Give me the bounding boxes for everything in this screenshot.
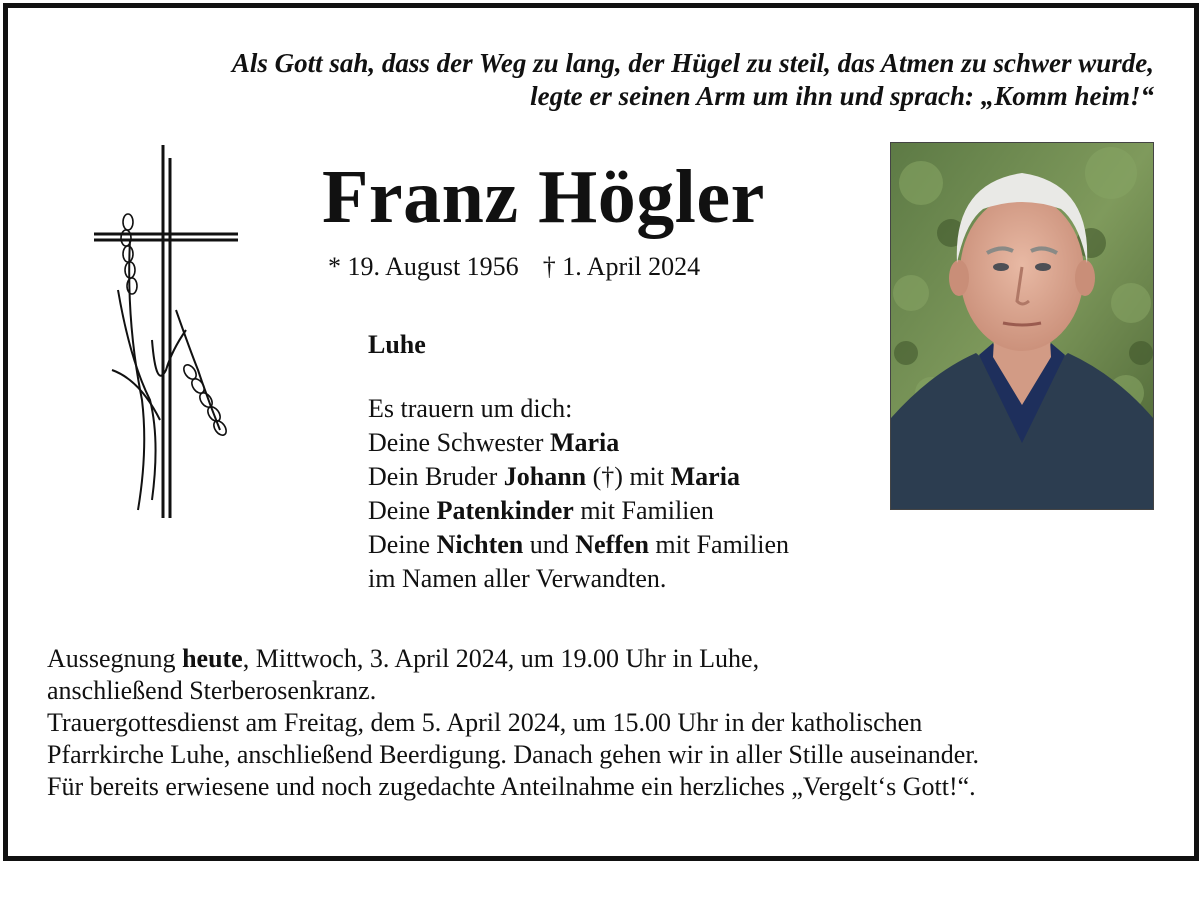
mourner-text: Deine Schwester	[368, 428, 550, 457]
mourners-list	[368, 392, 789, 596]
mourner-text: und	[523, 530, 576, 559]
cross-with-wheat-icon	[90, 140, 250, 525]
mourner-name: Nichten	[436, 530, 524, 559]
mourner-line: im Namen aller Verwandten.	[368, 564, 667, 593]
service-line: Für bereits erwiesene und noch zugedachte Anteilnahme ein herzliches „Vergelt‘s Gott!“.	[47, 772, 976, 801]
service-line: Pfarrkirche Luhe, anschließend Beerdigung. Danach gehen wir in aller Stille auseinander.	[47, 740, 980, 769]
mourner-text: mit Familien	[648, 530, 790, 559]
mourner-line	[368, 460, 789, 494]
residence-place: Luhe	[368, 330, 426, 359]
mourner-line	[368, 494, 789, 528]
mourner-text: Deine	[368, 496, 437, 525]
service-line	[47, 643, 979, 675]
mourner-name: Maria	[549, 428, 620, 457]
mourner-text: Deine	[368, 530, 437, 559]
quote-line-1: Als Gott sah, dass der Weg zu lang, der Hügel zu steil, das Atmen zu schwer wurde,	[231, 48, 1154, 78]
service-emphasis: heute	[182, 644, 243, 673]
life-dates	[328, 252, 700, 282]
birth-date: * 19. August 1956	[328, 252, 519, 281]
mourner-name: Johann	[503, 462, 587, 491]
mourners-intro: Es trauern um dich:	[368, 394, 573, 423]
portrait-photo	[890, 142, 1154, 510]
mourner-line	[368, 528, 789, 562]
mourner-text: (†) mit	[586, 462, 671, 491]
deceased-name: Franz Högler	[322, 155, 765, 239]
quote-line-2: legte er seinen Arm um ihn und sprach: „Komm heim!“	[530, 81, 1154, 111]
mourner-text: Dein Bruder	[368, 462, 504, 491]
service-line: Trauergottesdienst am Freitag, dem 5. April 2024, um 15.00 Uhr in der katholischen	[47, 708, 923, 737]
service-text: Aussegnung	[47, 644, 183, 673]
mourner-text: mit Familien	[573, 496, 714, 525]
mourner-name: Neffen	[575, 530, 649, 559]
service-line: anschließend Sterberosenkranz.	[47, 676, 377, 705]
memorial-quote	[232, 47, 1154, 113]
death-date: † 1. April 2024	[542, 252, 701, 281]
service-text: , Mittwoch, 3. April 2024, um 19.00 Uhr in Luhe,	[242, 644, 760, 673]
mourner-name: Maria	[670, 462, 740, 491]
service-details	[47, 643, 979, 803]
mourner-line	[368, 426, 789, 460]
mourner-name: Patenkinder	[436, 496, 574, 525]
